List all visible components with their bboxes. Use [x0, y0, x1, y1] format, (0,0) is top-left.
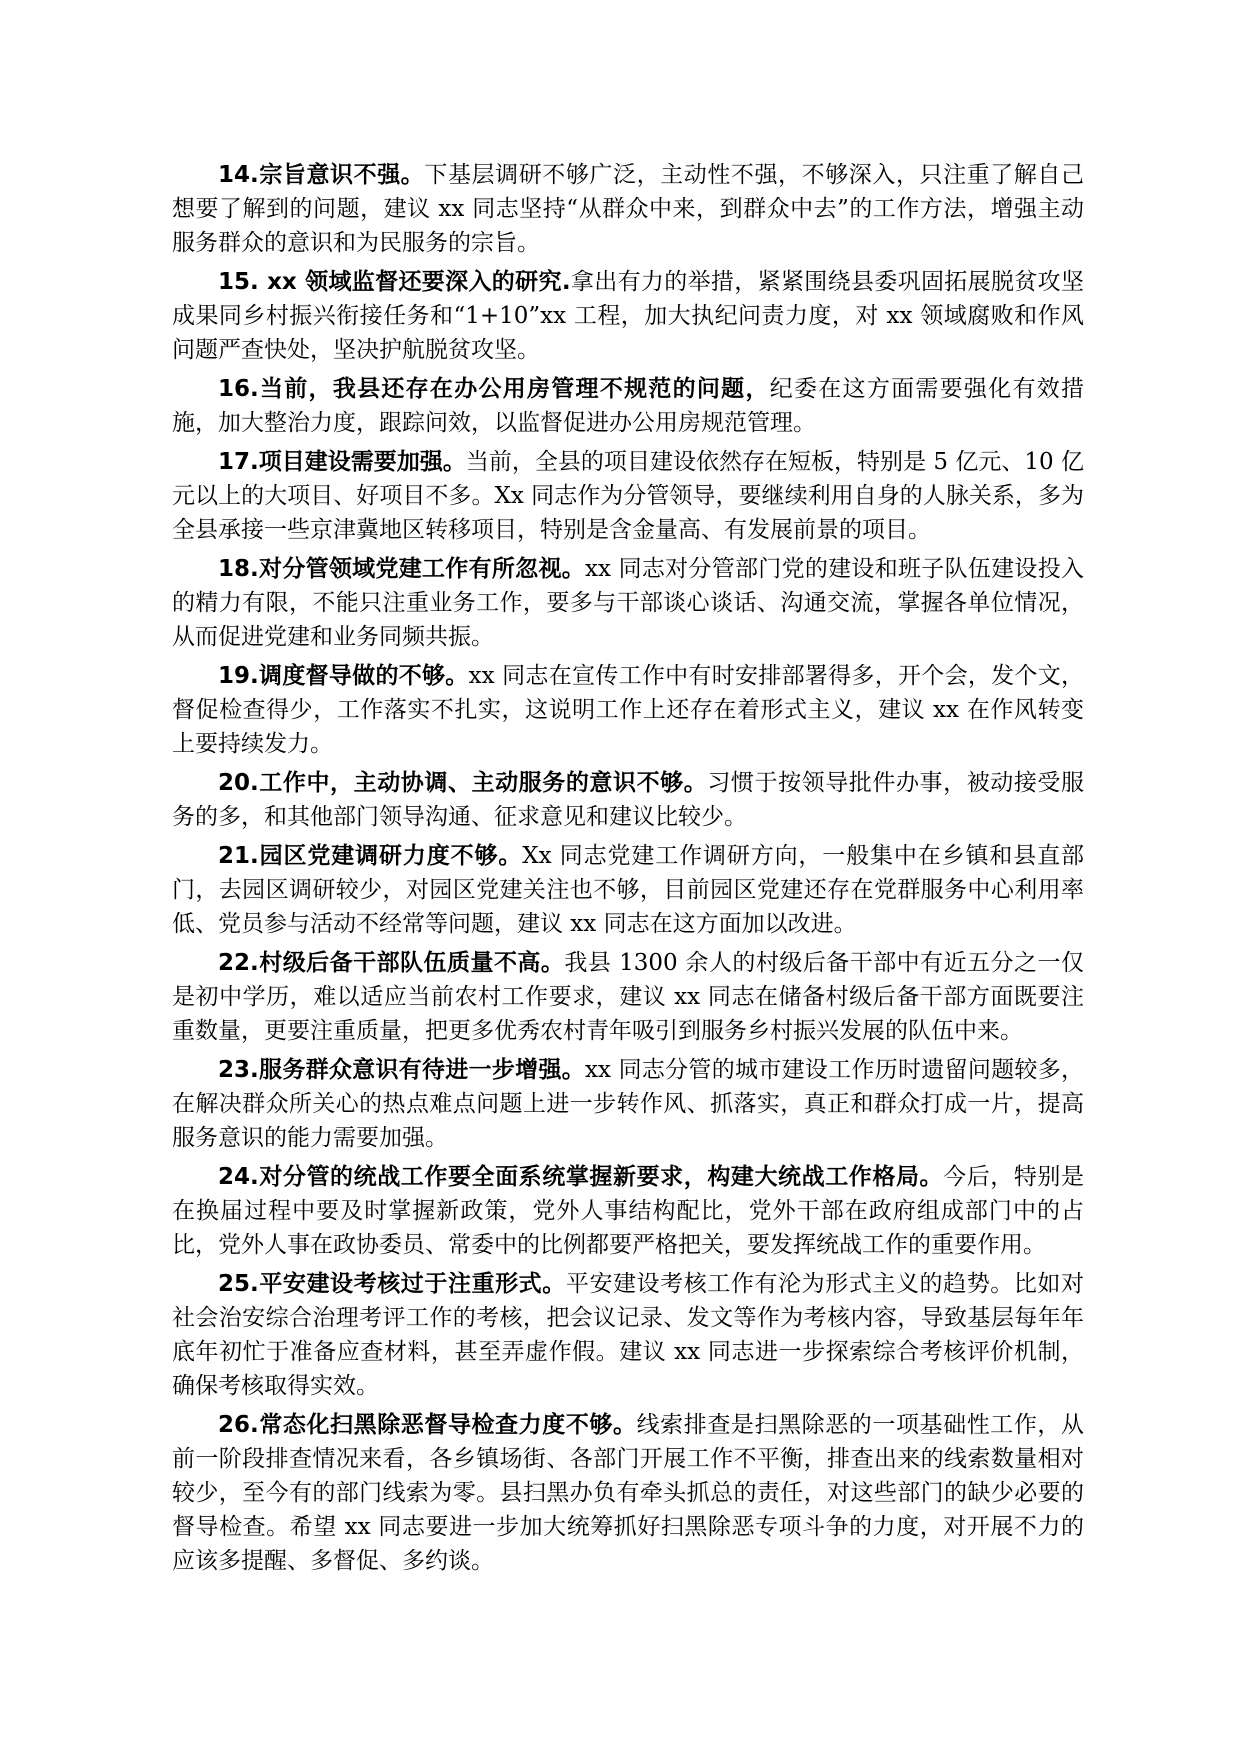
paragraph-heading: 25.平安建设考核过于注重形式。 — [218, 1271, 566, 1297]
paragraph-heading: 19.调度督导做的不够。 — [218, 663, 469, 689]
paragraph-text: 线索排查是扫黑除恶的一项基础性工作，从前一阶段排查情况来看，各乡镇场街、各部门开展工作不平衡，排查出来的线索数量相对较少，至今有的部门线索为零。县扫黑办负有牵头抓总的责任，对这些部门的缺少必要的督导检查。希望 xx 同志要进一步加大统筹抓好扫黑除恶专项斗争的力度，对开展不力的应该多提醒、多督促、多约谈。 — [172, 1412, 1085, 1574]
paragraph-text: xx 同志对分管部门党的建设和班子队伍建设投入的精力有限，不能只注重业务工作，要多与干部谈心谈话、沟通交流，掌握各单位情况，从而促进党建和业务同频共振。 — [172, 556, 1084, 650]
paragraph-heading: 16.当前，我县还存在办公用房管理不规范的问题， — [218, 376, 770, 402]
paragraph-heading: 24.对分管的统战工作要全面系统掌握新要求，构建大统战工作格局。 — [218, 1164, 944, 1190]
paragraph-text: 平安建设考核工作有沦为形式主义的趋势。比如对社会治安综合治理考评工作的考核，把会议记录、发文等作为考核内容，导致基层每年年底年初忙于准备应查材料，甚至弄虚作假。建议 xx 同志进一步探索综合考核评价机制，确保考核取得实效。 — [172, 1271, 1085, 1399]
paragraph-24 — [172, 1160, 1084, 1262]
paragraph-heading: 26.常态化扫黑除恶督导检查力度不够。 — [218, 1412, 637, 1438]
paragraph-text: 今后，特别是在换届过程中要及时掌握新政策，党外人事结构配比，党外干部在政府组成部门中的占比，党外人事在政协委员、常委中的比例都要严格把关，要发挥统战工作的重要作用。 — [172, 1164, 1085, 1258]
paragraph-text: 下基层调研不够广泛，主动性不强，不够深入，只注重了解自己想要了解到的问题，建议 xx 同志坚持“从群众中来，到群众中去”的工作方法，增强主动服务群众的意识和为民服务的宗旨。 — [172, 162, 1084, 256]
paragraph-text: 拿出有力的举措，紧紧围绕县委巩固拓展脱贫攻坚成果同乡村振兴衔接任务和“1+10”xx 工程，加大执纪问责力度，对 xx 领域腐败和作风问题严查快处，坚决护航脱贫攻坚。 — [172, 269, 1084, 363]
document-body — [172, 158, 1084, 1583]
paragraph-heading: 22.村级后备干部队伍质量不高。 — [218, 950, 565, 976]
paragraph-heading: 14.宗旨意识不强。 — [218, 162, 425, 188]
paragraph-heading: 20.工作中，主动协调、主动服务的意识不够。 — [218, 770, 708, 796]
paragraph-text: xx 同志在宣传工作中有时安排部署得多，开个会，发个文，督促检查得少，工作落实不扎实，这说明工作上还存在着形式主义，建议 xx 在作风转变上要持续发力。 — [172, 663, 1084, 757]
paragraph-25 — [172, 1267, 1084, 1403]
paragraph-22 — [172, 946, 1084, 1048]
paragraph-heading: 15. xx 领域监督还要深入的研究. — [218, 269, 571, 295]
paragraph-heading: 18.对分管领域党建工作有所忽视。 — [218, 556, 586, 582]
paragraph-heading: 23.服务群众意识有待进一步增强。 — [218, 1057, 586, 1083]
paragraph-15 — [172, 265, 1084, 367]
paragraph-text: 习惯于按领导批件办事，被动接受服务的多，和其他部门领导沟通、征求意见和建议比较少。 — [172, 770, 1085, 830]
paragraph-heading: 17.项目建设需要加强。 — [218, 449, 466, 475]
paragraph-17 — [172, 445, 1084, 547]
paragraph-18 — [172, 552, 1084, 654]
paragraph-text: 纪委在这方面需要强化有效措施，加大整治力度，跟踪问效，以监督促进办公用房规范管理。 — [172, 376, 1084, 436]
paragraph-heading: 21.园区党建调研力度不够。 — [218, 843, 523, 869]
paragraph-text: 当前，全县的项目建设依然存在短板，特别是 5 亿元、10 亿元以上的大项目、好项目不多。Xx 同志作为分管领导，要继续利用自身的人脉关系，多为全县承接一些京津冀地区转移项目，特别是含金量高、有发展前景的项目。 — [172, 449, 1084, 543]
paragraph-text: 我县 1300 余人的村级后备干部中有近五分之一仅是初中学历，难以适应当前农村工作要求，建议 xx 同志在储备村级后备干部方面既要注重数量，更要注重质量，把更多优秀农村青年吸引到服务乡村振兴发展的队伍中来。 — [172, 950, 1084, 1044]
paragraph-23 — [172, 1053, 1084, 1155]
paragraph-text: xx 同志分管的城市建设工作历时遗留问题较多，在解决群众所关心的热点难点问题上进一步转作风、抓落实，真正和群众打成一片，提高服务意识的能力需要加强。 — [172, 1057, 1084, 1151]
paragraph-text: Xx 同志党建工作调研方向，一般集中在乡镇和县直部门，去园区调研较少，对园区党建关注也不够，目前园区党建还存在党群服务中心利用率低、党员参与活动不经常等问题，建议 xx 同志在这方面加以改进。 — [172, 843, 1085, 937]
paragraph-21 — [172, 839, 1084, 941]
paragraph-14 — [172, 158, 1084, 260]
paragraph-16 — [172, 372, 1084, 440]
paragraph-20 — [172, 766, 1084, 834]
paragraph-19 — [172, 659, 1084, 761]
paragraph-26 — [172, 1408, 1084, 1578]
